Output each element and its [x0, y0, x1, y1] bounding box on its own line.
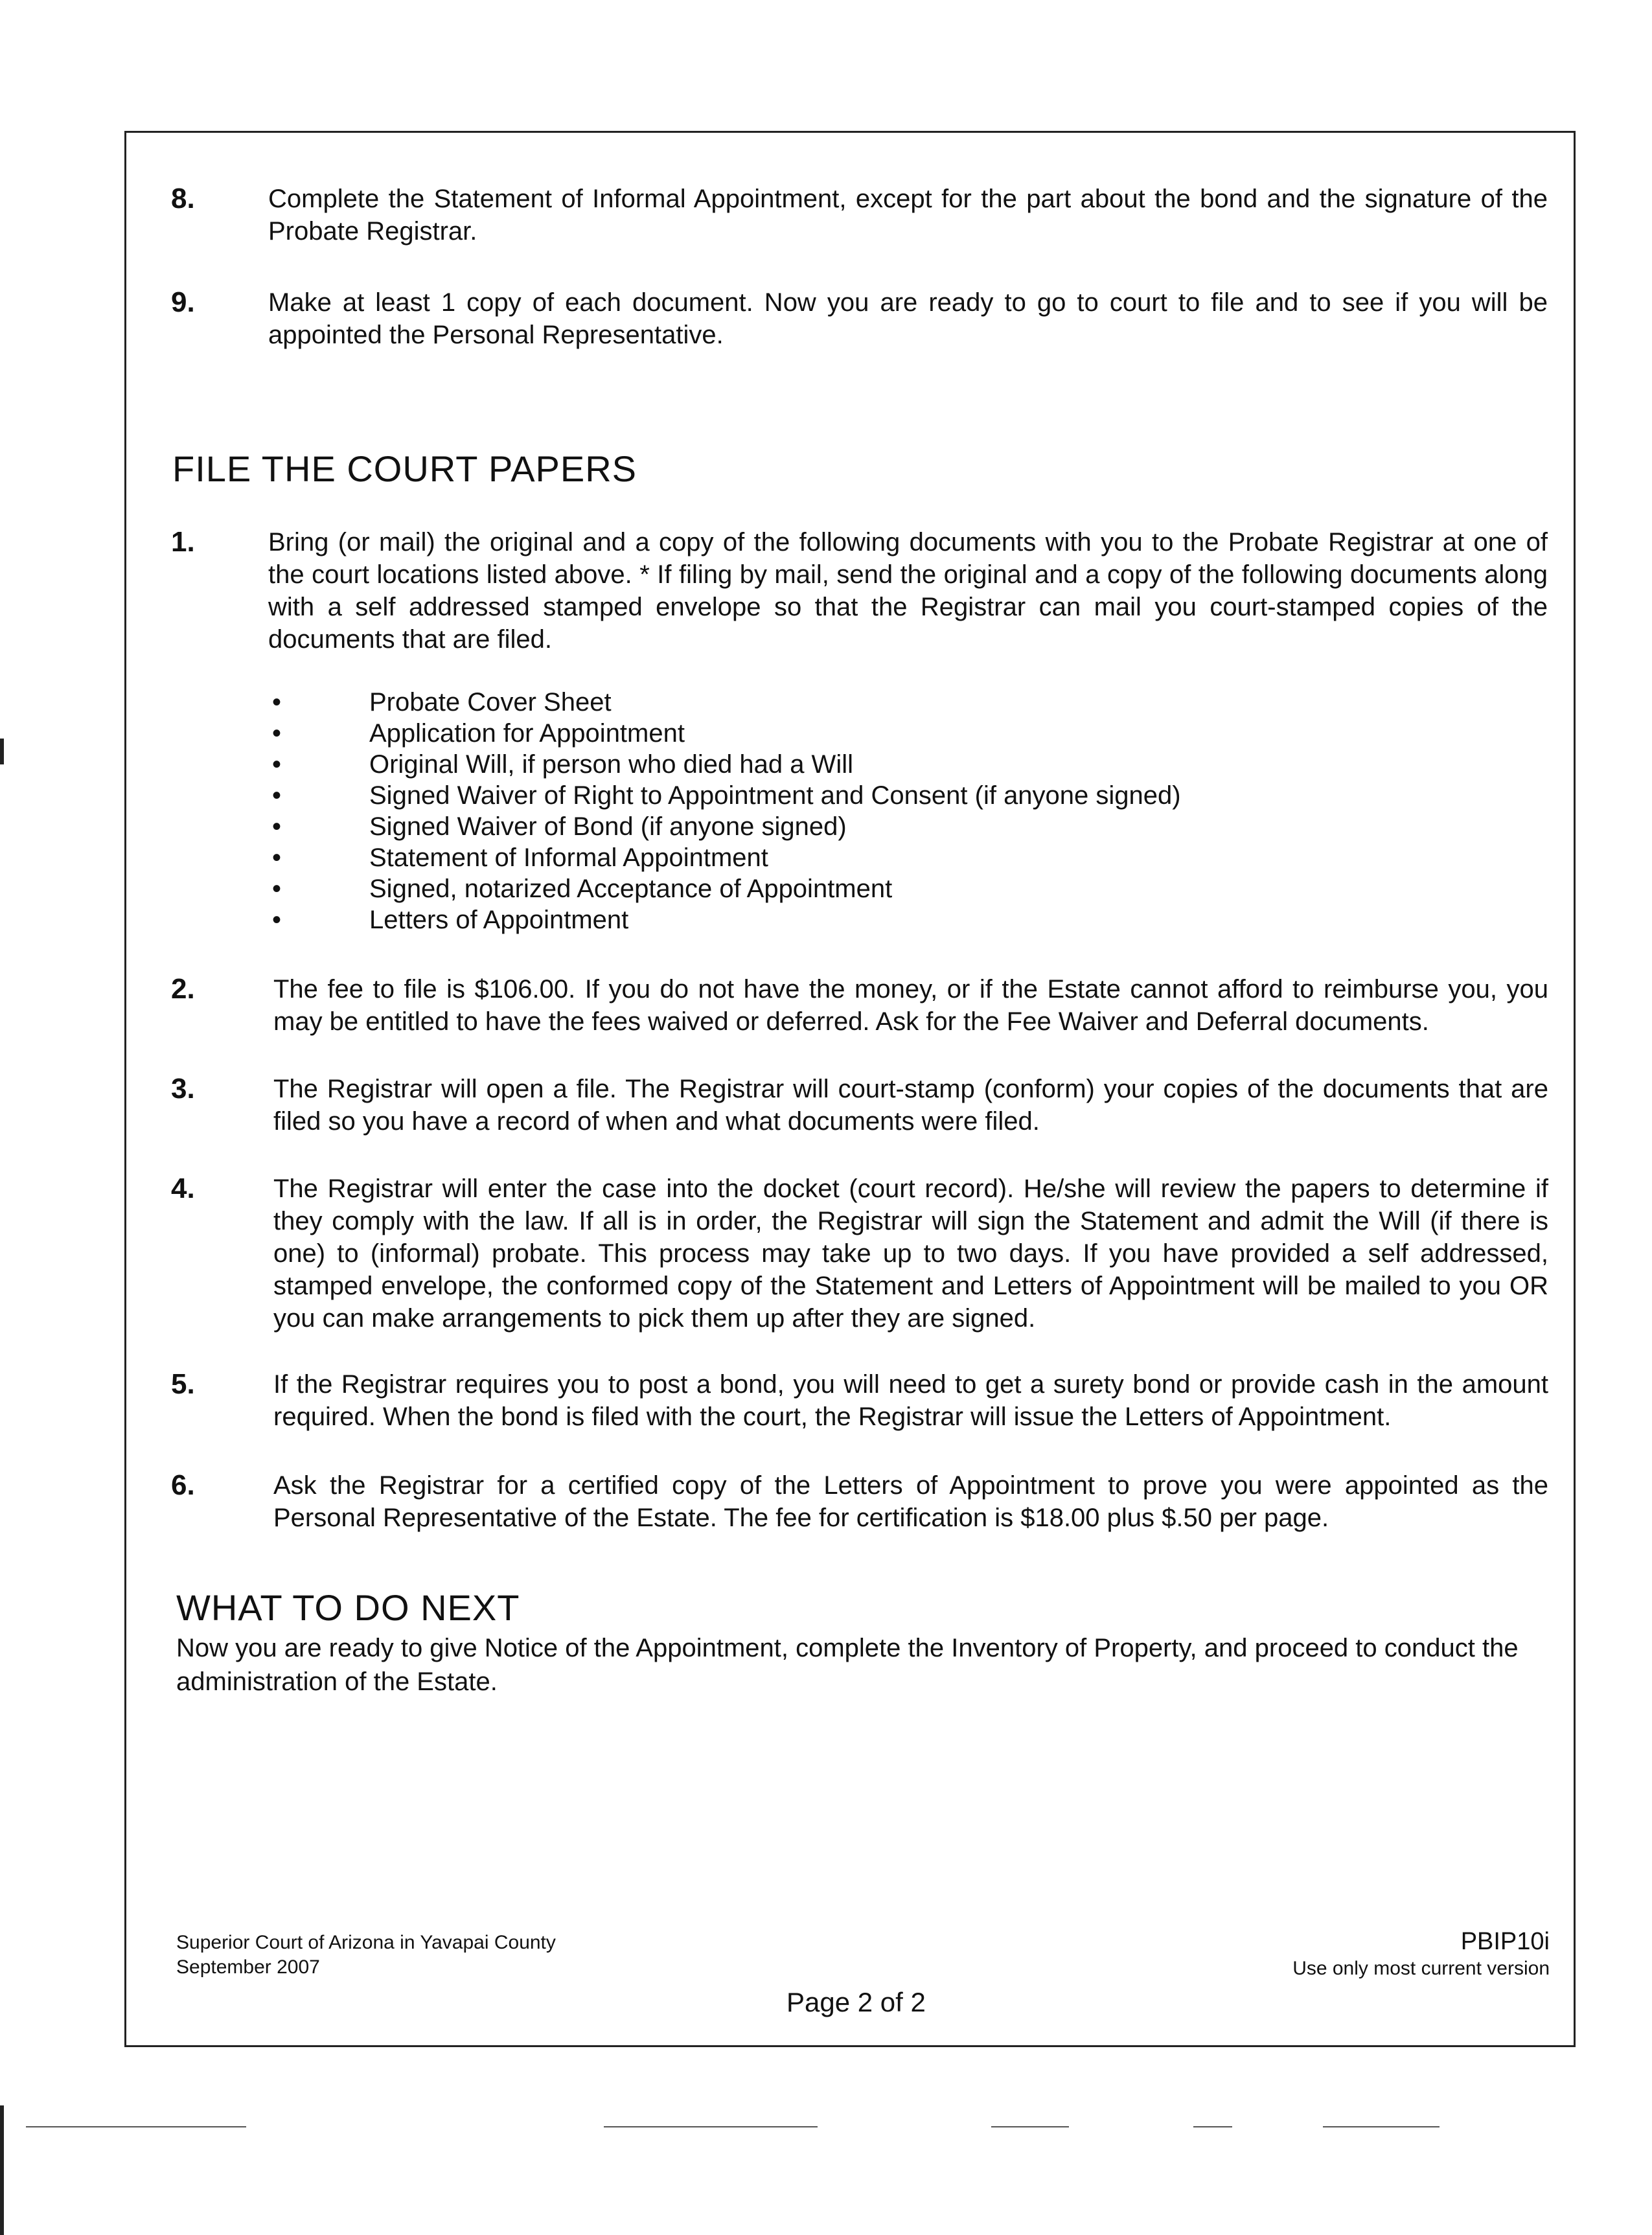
- step-text: Make at least 1 copy of each document. Now you are ready to go to court to file and to see if you will be appointed the Personal Representative.: [268, 288, 1548, 349]
- step-number: 8.: [171, 183, 195, 214]
- scan-artifact-edge: [0, 2105, 4, 2235]
- list-item-text: Letters of Appointment: [369, 906, 629, 934]
- list-item: [268, 842, 1181, 873]
- step-number: 3.: [171, 1073, 195, 1105]
- list-item: [268, 718, 1181, 749]
- document-list: [268, 687, 1181, 935]
- step-number: 1.: [171, 526, 195, 558]
- step-number: 4.: [171, 1173, 195, 1204]
- step-number: 5.: [171, 1368, 195, 1400]
- list-item: [268, 687, 1181, 718]
- list-item: [268, 904, 1181, 935]
- footer-date: September 2007: [176, 1956, 320, 1978]
- form-code: PBIP10i: [1460, 1928, 1550, 1955]
- bullet-icon: •: [272, 750, 282, 779]
- list-item: [268, 749, 1181, 780]
- bullet-icon: •: [272, 781, 282, 810]
- step-text: The Registrar will open a file. The Registrar will court-stamp (conform) your copies of the documents that are filed so you have a record of when and what documents were filed.: [273, 1075, 1548, 1136]
- list-item: [268, 873, 1181, 904]
- step-text: The fee to file is $106.00. If you do not have the money, or if the Estate cannot afford to reimburse you, you may be entitled to have the fees waived or deferred. Ask for the Fee Waiver and Deferral documents.: [273, 975, 1548, 1036]
- list-item-text: Statement of Informal Appointment: [369, 843, 768, 872]
- section-heading-next: WHAT TO DO NEXT: [176, 1587, 520, 1628]
- scan-artifact-line: [604, 2126, 818, 2127]
- version-note: Use only most current version: [1292, 1958, 1550, 1979]
- bullet-icon: •: [272, 875, 282, 903]
- court-name: Superior Court of Arizona in Yavapai County: [176, 1932, 556, 1953]
- page-number: Page 2 of 2: [786, 1987, 926, 2017]
- next-paragraph: Now you are ready to give Notice of the Appointment, complete the Inventory of Property, and proceed to conduct the administration of the Estate.: [176, 1634, 1519, 1696]
- step-text: Ask the Registrar for a certified copy of the Letters of Appointment to prove you were appointed as the Personal Representative of the Estate. The fee for certification is $18.00 plus $.50 per page.: [273, 1471, 1548, 1532]
- list-item-text: Application for Appointment: [369, 719, 685, 748]
- scan-artifact-line: [991, 2126, 1069, 2127]
- step-number: 2.: [171, 973, 195, 1005]
- step-text: The Registrar will enter the case into the docket (court record). He/she will review the papers to determine if they comply with the law. If all is in order, the Registrar will sign the Statement and admit the Will (if there is one) to (informal) probate. This process may take up to two days. If you have provided a self addressed, stamped envelope, the conformed copy of the Statement and Letters of Appointment will be mailed to you OR you can make arrangements to pick them up after they are signed.: [273, 1175, 1548, 1333]
- list-item-text: Probate Cover Sheet: [369, 688, 612, 716]
- step-number: 9.: [171, 286, 195, 318]
- list-item: [268, 780, 1181, 811]
- bullet-icon: •: [272, 812, 282, 841]
- bullet-icon: •: [272, 688, 282, 716]
- bullet-icon: •: [272, 843, 282, 872]
- scan-artifact-line: [1323, 2126, 1440, 2127]
- step-number: 6.: [171, 1469, 195, 1501]
- footer-left: [176, 1931, 556, 1980]
- bullet-icon: •: [272, 719, 282, 748]
- scan-artifact-line: [26, 2126, 246, 2127]
- step-text: Bring (or mail) the original and a copy of the following documents with you to the Probate Registrar at one of the court locations listed above. * If filing by mail, send the original and a copy of the following documents along with a self addressed stamped envelope so that the Registrar can mail you court-stamped copies of the documents that are filed.: [268, 528, 1548, 654]
- list-item-text: Original Will, if person who died had a Will: [369, 750, 853, 779]
- step-text: Complete the Statement of Informal Appointment, except for the part about the bond and the signature of the Probate Registrar.: [268, 185, 1548, 246]
- section-heading-file: FILE THE COURT PAPERS: [172, 448, 637, 489]
- footer-right: [1292, 1927, 1550, 1981]
- list-item-text: Signed Waiver of Bond (if anyone signed): [369, 812, 847, 841]
- list-item: [268, 811, 1181, 842]
- scan-artifact-edge: [0, 739, 4, 764]
- list-item-text: Signed, notarized Acceptance of Appointment: [369, 875, 893, 903]
- scan-artifact-line: [1193, 2126, 1232, 2127]
- bullet-icon: •: [272, 906, 282, 934]
- list-item-text: Signed Waiver of Right to Appointment and Consent (if anyone signed): [369, 781, 1181, 810]
- step-text: If the Registrar requires you to post a bond, you will need to get a surety bond or provide cash in the amount required. When the bond is filed with the court, the Registrar will issue the Letters of Appointment.: [273, 1370, 1548, 1431]
